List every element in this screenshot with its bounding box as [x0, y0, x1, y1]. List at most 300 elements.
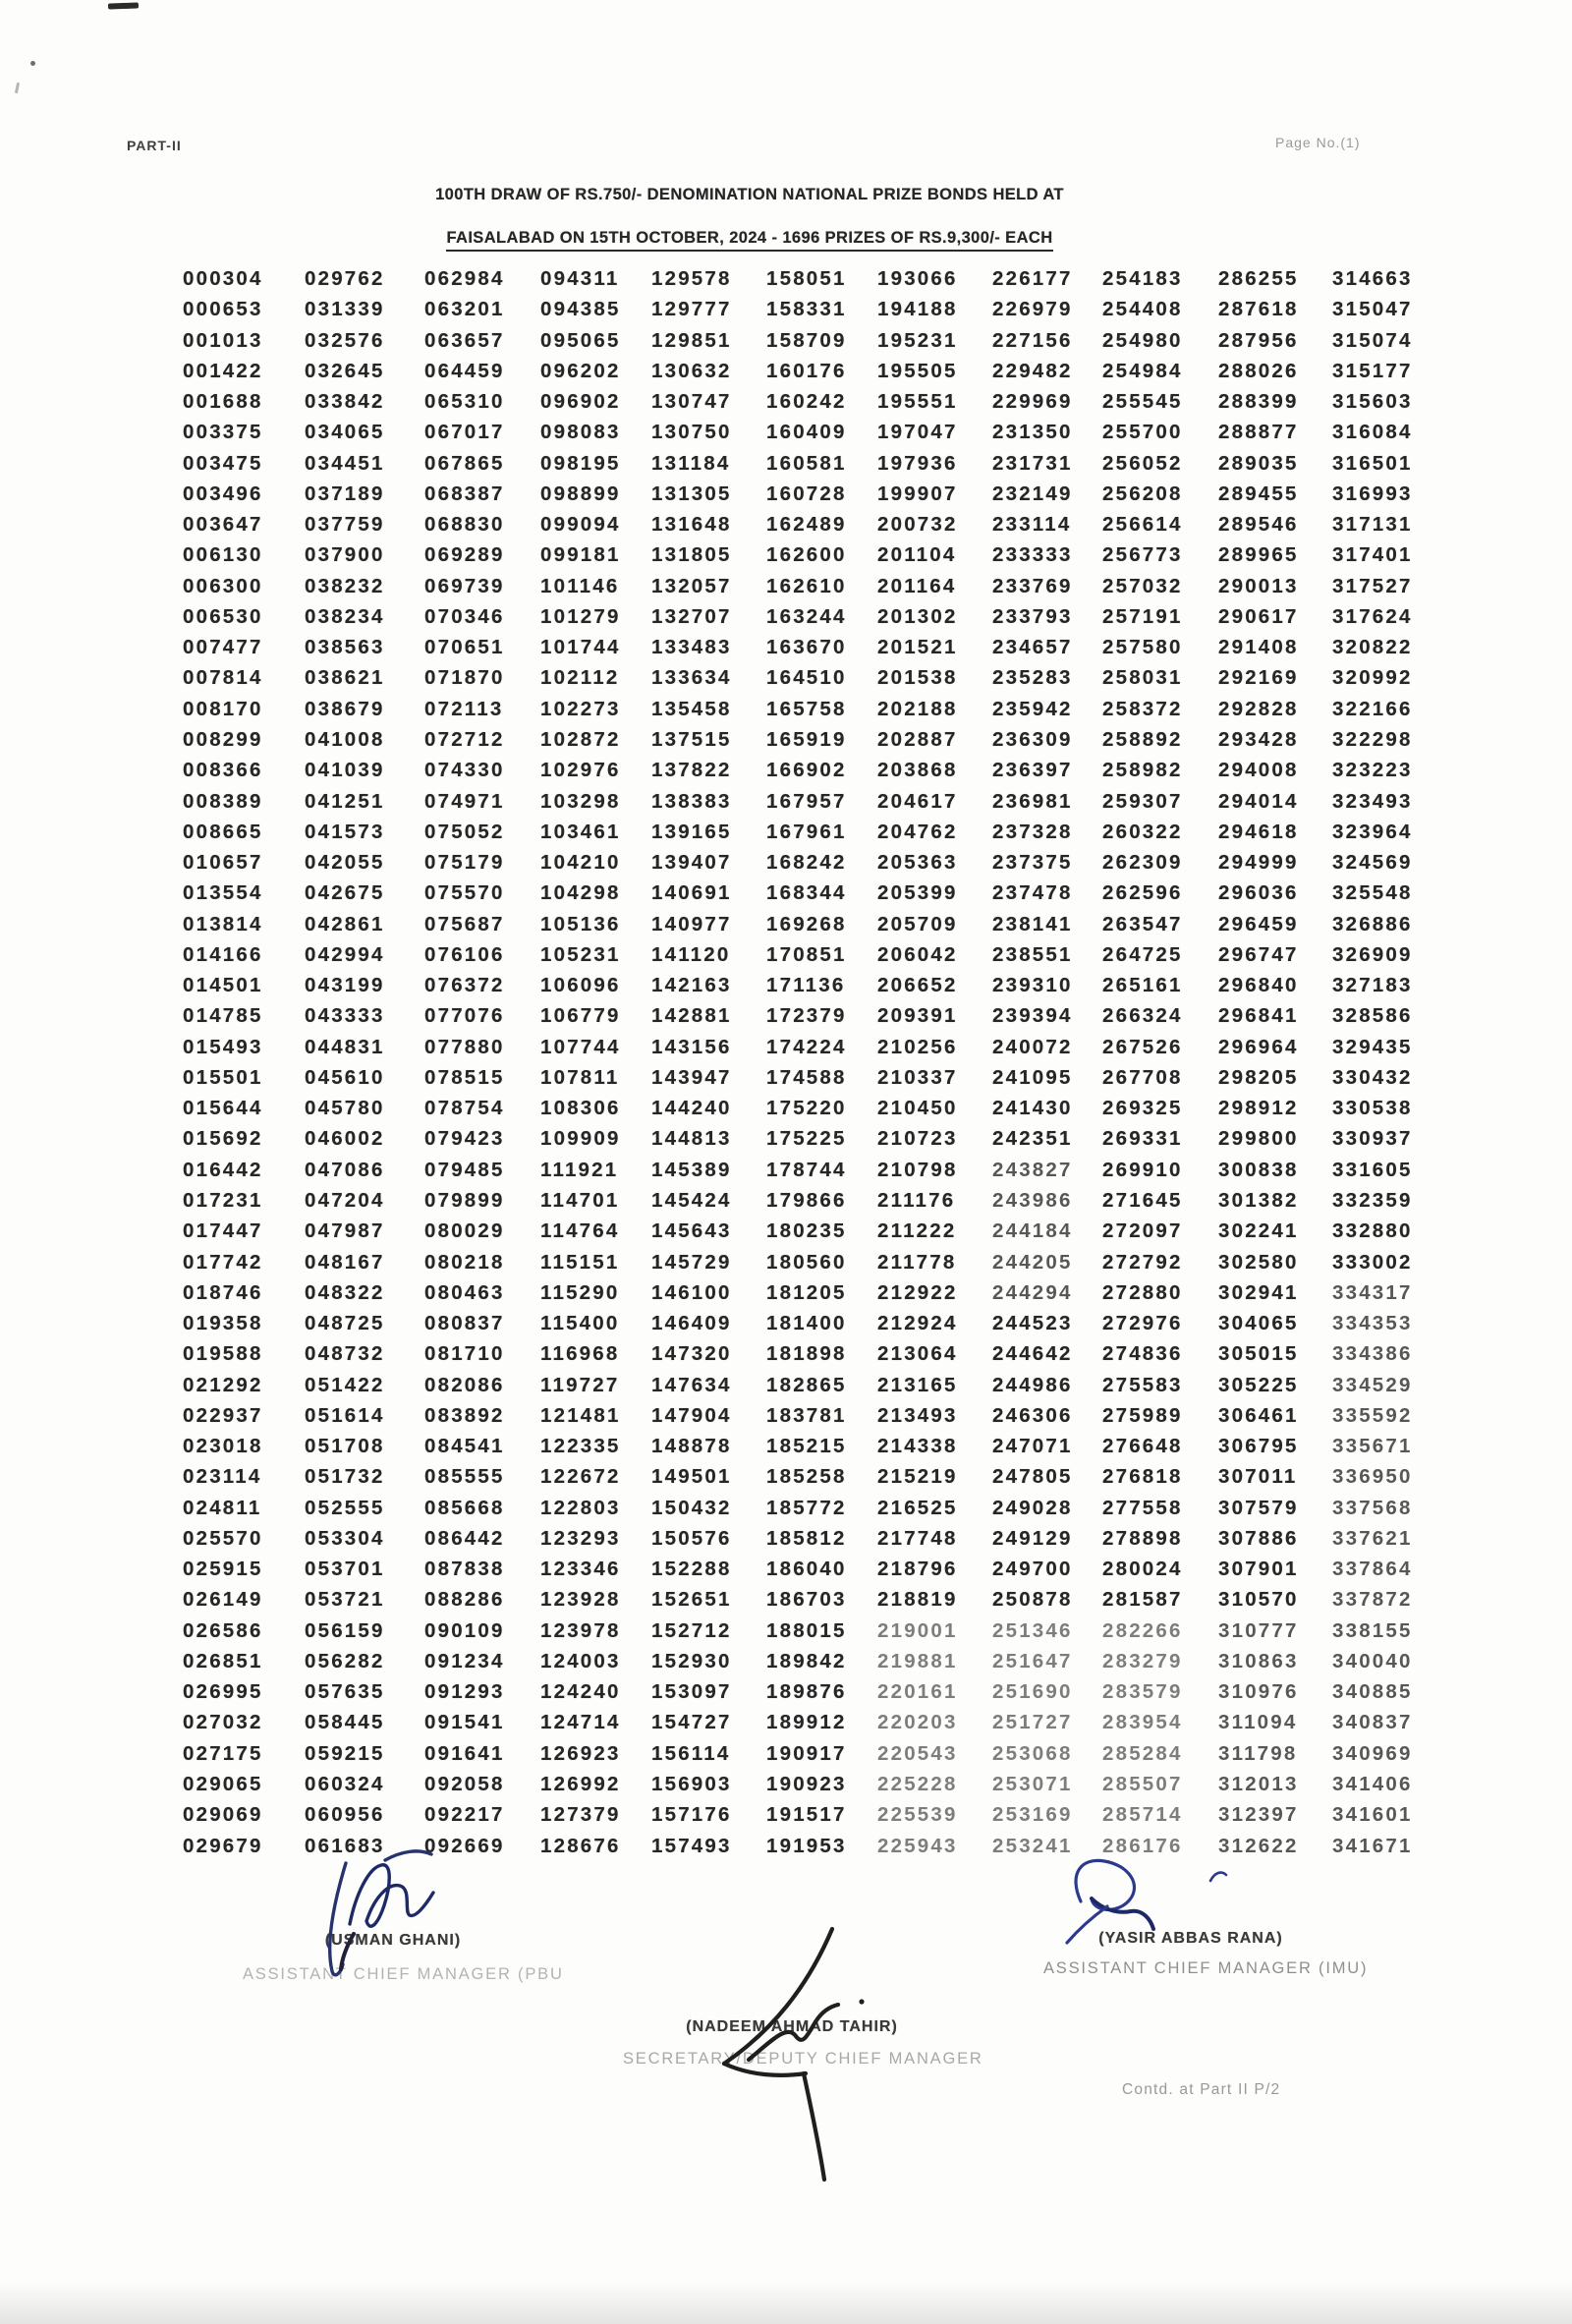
prize-bond-number: 335592	[1332, 1403, 1413, 1427]
prize-bond-number: 047204	[305, 1188, 385, 1212]
prize-bond-number: 323223	[1332, 759, 1413, 782]
prize-bond-number: 003375	[183, 421, 263, 444]
prize-bond-number: 239394	[992, 1004, 1073, 1028]
prize-bond-number: 027032	[183, 1711, 263, 1734]
prize-bond-number: 114764	[540, 1219, 620, 1243]
prize-bond-number: 021292	[183, 1373, 263, 1396]
prize-bond-number: 130632	[651, 359, 732, 382]
prize-bond-number: 337864	[1332, 1558, 1413, 1581]
prize-bond-number: 013814	[183, 912, 263, 935]
prize-bond-number: 152712	[651, 1618, 732, 1642]
prize-bond-number: 174224	[766, 1035, 847, 1058]
prize-bond-number: 051614	[305, 1403, 385, 1427]
signatory-title-yasir-abbas-rana: ASSISTANT CHIEF MANAGER (IMU)	[1043, 1959, 1369, 1977]
prize-bond-number: 247805	[992, 1465, 1073, 1489]
prize-bond-number: 076106	[424, 942, 505, 966]
prize-bond-number: 316993	[1332, 482, 1413, 505]
prize-bond-number: 235283	[992, 666, 1073, 690]
prize-bond-number: 180560	[766, 1250, 847, 1274]
prize-bond-number: 213064	[877, 1342, 958, 1366]
prize-bond-number: 123293	[540, 1526, 621, 1550]
prize-bond-number: 003647	[183, 513, 263, 537]
prize-bond-number: 211176	[877, 1188, 956, 1212]
prize-bond-number: 267708	[1102, 1065, 1183, 1089]
prize-bond-number: 203868	[877, 759, 958, 782]
prize-bond-number: 300838	[1218, 1158, 1299, 1181]
prize-bond-number: 330432	[1332, 1065, 1413, 1089]
prize-bond-number: 254408	[1102, 298, 1183, 321]
prize-bond-number: 126923	[540, 1741, 621, 1765]
prize-bond-number: 242351	[992, 1127, 1073, 1151]
prize-bond-number: 337568	[1332, 1496, 1413, 1519]
prize-bond-number: 229482	[992, 359, 1073, 382]
prize-bond-number: 258372	[1102, 697, 1183, 720]
prize-bond-number: 260322	[1102, 820, 1183, 843]
prize-bond-number: 168344	[766, 881, 847, 905]
prize-bond-number: 205363	[877, 851, 958, 875]
prize-bond-number: 078754	[424, 1097, 505, 1120]
prize-bond-number: 244642	[992, 1342, 1073, 1366]
prize-bond-number: 272792	[1102, 1250, 1183, 1274]
prize-bond-number: 019358	[183, 1312, 263, 1335]
prize-bond-number: 275583	[1102, 1373, 1183, 1396]
prize-bond-number: 250878	[992, 1588, 1073, 1612]
prize-bond-number: 239310	[992, 974, 1073, 997]
prize-bond-number: 104210	[540, 851, 621, 875]
prize-bond-number: 310777	[1218, 1618, 1299, 1642]
prize-bond-number: 038563	[305, 636, 385, 659]
prize-bond-number: 317131	[1332, 513, 1413, 537]
prize-bond-number: 312013	[1218, 1773, 1299, 1796]
prize-bond-number: 269910	[1102, 1158, 1183, 1181]
prize-bond-number: 225943	[877, 1834, 958, 1857]
prize-bond-number: 189912	[766, 1711, 847, 1734]
prize-bond-number: 017742	[183, 1250, 263, 1274]
prize-bond-number: 272097	[1102, 1219, 1183, 1243]
prize-bond-number: 276818	[1102, 1465, 1183, 1489]
prize-bond-number: 007477	[183, 636, 263, 659]
prize-bond-number: 292828	[1218, 697, 1299, 720]
prize-bond-number: 276648	[1102, 1435, 1183, 1458]
prize-bond-number: 162610	[766, 574, 847, 597]
prize-bond-number: 197047	[877, 421, 958, 444]
prize-bond-number: 145729	[651, 1250, 732, 1274]
prize-bond-number: 130747	[651, 390, 732, 414]
prize-bond-number: 042861	[305, 912, 385, 935]
prize-bond-number: 249700	[992, 1558, 1073, 1581]
prize-bond-number: 243827	[992, 1158, 1073, 1181]
prize-bond-number: 129777	[651, 298, 732, 321]
prize-bond-number: 124003	[540, 1649, 621, 1672]
prize-bond-number: 032576	[305, 328, 385, 352]
prize-bond-number: 298912	[1218, 1097, 1299, 1120]
prize-bond-number: 219881	[877, 1649, 958, 1672]
prize-bond-number: 042055	[305, 851, 385, 875]
prize-bond-number: 102273	[540, 697, 621, 720]
prize-bond-number: 156114	[651, 1741, 731, 1765]
prize-bond-number: 205399	[877, 881, 958, 905]
prize-bond-number: 292169	[1218, 666, 1299, 690]
prize-bond-number: 233793	[992, 604, 1073, 628]
prize-bond-number: 341671	[1332, 1834, 1413, 1857]
prize-bond-number: 214338	[877, 1435, 958, 1458]
prize-bond-number: 101279	[540, 604, 621, 628]
prize-bond-number: 160242	[766, 390, 847, 414]
signature-usman-ghani	[330, 1851, 433, 1975]
prize-bond-number: 241095	[992, 1065, 1073, 1089]
prize-bond-number: 102112	[540, 666, 620, 690]
prize-bond-number: 181898	[766, 1342, 847, 1366]
prize-bond-number: 315177	[1332, 359, 1413, 382]
prize-bond-number: 202188	[877, 697, 958, 720]
prize-bond-number: 333002	[1332, 1250, 1413, 1274]
prize-bond-number: 289965	[1218, 543, 1299, 567]
prize-bond-number: 246306	[992, 1403, 1073, 1427]
prize-bond-number: 233114	[992, 513, 1072, 537]
prize-bond-number: 317624	[1332, 604, 1413, 628]
prize-bond-number: 081710	[424, 1342, 505, 1366]
prize-bond-number: 069289	[424, 543, 505, 567]
prize-bond-number: 332359	[1332, 1188, 1413, 1212]
prize-bond-number: 138383	[651, 789, 732, 813]
prize-bond-number: 212924	[877, 1312, 958, 1335]
prize-bond-number: 274836	[1102, 1342, 1183, 1366]
prize-bond-number: 210256	[877, 1035, 958, 1058]
prize-bond-number: 251690	[992, 1680, 1073, 1704]
prize-bond-number: 008389	[183, 789, 263, 813]
prize-bond-number: 091641	[424, 1741, 505, 1765]
prize-bond-number: 047987	[305, 1219, 385, 1243]
prize-bond-number: 003496	[183, 482, 263, 505]
prize-bond-number: 014501	[183, 974, 263, 997]
prize-bond-number: 255700	[1102, 421, 1183, 444]
prize-bond-number: 310863	[1218, 1649, 1299, 1672]
prize-bond-number: 152930	[651, 1649, 732, 1672]
prize-bond-number: 096202	[540, 359, 621, 382]
prize-bond-number: 238141	[992, 912, 1073, 935]
prize-bond-number: 165919	[766, 727, 847, 751]
prize-bond-number: 307886	[1218, 1526, 1299, 1550]
prize-bond-number: 288399	[1218, 390, 1299, 414]
prize-bond-number: 129851	[651, 328, 732, 352]
prize-bond-number: 190923	[766, 1773, 847, 1796]
prize-bond-number: 327183	[1332, 974, 1413, 997]
prize-bond-number: 109909	[540, 1127, 621, 1151]
document-title	[0, 182, 1536, 252]
prize-bond-number: 069739	[424, 574, 505, 597]
prize-bond-number: 023114	[183, 1465, 262, 1489]
prize-bond-number: 249129	[992, 1526, 1073, 1550]
prize-bond-number: 045780	[305, 1097, 385, 1120]
prize-bond-number: 299800	[1218, 1127, 1299, 1151]
prize-bond-number: 079485	[424, 1158, 505, 1181]
prize-bond-number: 018746	[183, 1280, 263, 1304]
prize-bond-number: 335671	[1332, 1435, 1413, 1458]
prize-bond-number: 169268	[766, 912, 847, 935]
prize-bond-number: 272880	[1102, 1280, 1183, 1304]
prize-bond-number: 092058	[424, 1773, 505, 1796]
prize-bond-number: 104298	[540, 881, 621, 905]
prize-bond-number: 152651	[651, 1588, 732, 1612]
prize-bond-number: 197936	[877, 451, 958, 475]
prize-bond-number: 172379	[766, 1004, 847, 1028]
prize-bond-number: 340040	[1332, 1649, 1413, 1672]
prize-bond-number: 016442	[183, 1158, 263, 1181]
prize-bond-number: 085668	[424, 1496, 505, 1519]
prize-bond-number: 317401	[1332, 543, 1413, 567]
prize-bond-number: 253169	[992, 1803, 1073, 1827]
prize-bond-number: 191517	[766, 1803, 847, 1827]
prize-bond-number: 218819	[877, 1588, 958, 1612]
prize-bond-number: 289546	[1218, 513, 1299, 537]
prize-bond-number: 219001	[877, 1618, 958, 1642]
prize-bond-number: 133483	[651, 636, 732, 659]
prize-bond-number: 186703	[766, 1588, 847, 1612]
prize-bond-number: 277558	[1102, 1496, 1183, 1519]
prize-bond-number: 127379	[540, 1803, 621, 1827]
prize-bond-number: 026586	[183, 1618, 263, 1642]
prize-bond-number: 280024	[1102, 1558, 1183, 1581]
prize-bond-number: 256773	[1102, 543, 1183, 567]
prize-bond-number: 163670	[766, 636, 847, 659]
prize-bond-number: 079899	[424, 1188, 505, 1212]
prize-bond-number: 164510	[766, 666, 847, 690]
prize-bond-number: 024811	[183, 1496, 262, 1519]
prize-bond-number: 051708	[305, 1435, 385, 1458]
prize-bond-number: 071870	[424, 666, 505, 690]
prize-bond-number: 340837	[1332, 1711, 1413, 1734]
prize-bond-number: 302941	[1218, 1280, 1299, 1304]
prize-bond-number: 331605	[1332, 1158, 1413, 1181]
prize-bond-number: 285714	[1102, 1803, 1183, 1827]
prize-bond-number: 075687	[424, 912, 505, 935]
prize-bond-number: 044831	[305, 1035, 385, 1058]
prize-bond-number: 045610	[305, 1065, 385, 1089]
prize-bond-number: 000304	[183, 267, 263, 290]
prize-bond-number: 122672	[540, 1465, 621, 1489]
prize-bond-number: 269325	[1102, 1097, 1183, 1120]
prize-bond-number: 029762	[305, 267, 385, 290]
prize-bond-number: 077076	[424, 1004, 505, 1028]
prize-bond-number: 311094	[1218, 1711, 1298, 1734]
prize-bond-number: 056159	[305, 1618, 385, 1642]
prize-bond-number: 287618	[1218, 298, 1299, 321]
prize-bond-number: 259307	[1102, 789, 1183, 813]
prize-bond-number: 153097	[651, 1680, 732, 1704]
prize-bond-number: 216525	[877, 1496, 958, 1519]
prize-bond-number: 334353	[1332, 1312, 1413, 1335]
prize-bond-number: 244294	[992, 1280, 1073, 1304]
prize-bond-number: 157493	[651, 1834, 732, 1857]
prize-bond-number: 008665	[183, 820, 263, 843]
prize-bond-number: 337872	[1332, 1588, 1413, 1612]
prize-bond-number: 017447	[183, 1219, 263, 1243]
prize-bond-number: 037900	[305, 543, 385, 567]
prize-bond-number: 200732	[877, 513, 958, 537]
prize-bond-number: 175220	[766, 1097, 847, 1120]
prize-bond-number: 091293	[424, 1680, 505, 1704]
prize-bond-number: 211778	[877, 1250, 957, 1274]
prize-bond-number: 001422	[183, 359, 263, 382]
prize-bond-number: 145424	[651, 1188, 732, 1212]
prize-bond-number: 074971	[424, 789, 505, 813]
prize-bond-number: 289035	[1218, 451, 1299, 475]
prize-bond-number: 225539	[877, 1803, 958, 1827]
prize-bond-number: 029065	[183, 1773, 263, 1796]
prize-bond-number: 231350	[992, 421, 1073, 444]
prize-bond-number: 108306	[540, 1097, 621, 1120]
prize-bond-number: 122803	[540, 1496, 621, 1519]
prize-bond-number: 290617	[1218, 604, 1299, 628]
prize-bond-number: 070346	[424, 604, 505, 628]
prize-bond-number: 258031	[1102, 666, 1183, 690]
prize-bond-number: 150432	[651, 1496, 732, 1519]
prize-bond-number: 181205	[766, 1280, 847, 1304]
prize-bond-number: 075052	[424, 820, 505, 843]
prize-bond-number: 251727	[992, 1711, 1073, 1734]
prize-bond-number: 181400	[766, 1312, 847, 1335]
prize-bond-number: 115400	[540, 1312, 620, 1335]
prize-bond-number: 086442	[424, 1526, 505, 1550]
prize-bond-number: 075179	[424, 851, 505, 875]
prize-bond-number: 312397	[1218, 1803, 1299, 1827]
prize-bond-number: 092669	[424, 1834, 505, 1857]
prize-bond-number: 015644	[183, 1097, 263, 1120]
prize-bond-number: 329435	[1332, 1035, 1413, 1058]
prize-bond-number: 307901	[1218, 1558, 1299, 1581]
prize-bond-number: 254984	[1102, 359, 1183, 382]
prize-bond-number: 194188	[877, 298, 958, 321]
prize-bond-number: 106779	[540, 1004, 621, 1028]
prize-bond-number: 010657	[183, 851, 263, 875]
prize-bond-number: 006300	[183, 574, 263, 597]
prize-bond-number: 140691	[651, 881, 732, 905]
prize-bond-number: 042675	[305, 881, 385, 905]
prize-bond-number: 210798	[877, 1158, 958, 1181]
prize-bond-number: 099094	[540, 513, 621, 537]
prize-bond-number: 013554	[183, 881, 263, 905]
prize-bond-number: 240072	[992, 1035, 1073, 1058]
prize-bond-number: 265161	[1102, 974, 1183, 997]
prize-bond-number: 085555	[424, 1465, 505, 1489]
prize-bond-number: 107744	[540, 1035, 621, 1058]
prize-bond-number: 026851	[183, 1649, 263, 1672]
prize-bond-number: 065310	[424, 390, 505, 414]
prize-bond-number: 213165	[877, 1373, 958, 1396]
prize-bond-number: 060324	[305, 1773, 385, 1796]
prize-bond-number: 170851	[766, 942, 847, 966]
prize-bond-number: 038234	[305, 604, 385, 628]
prize-bond-number: 098195	[540, 451, 621, 475]
prize-bond-number: 247071	[992, 1435, 1073, 1458]
prize-bond-number: 255545	[1102, 390, 1183, 414]
prize-bond-number: 315603	[1332, 390, 1413, 414]
prize-bond-number: 341406	[1332, 1773, 1413, 1796]
prize-bond-number: 263547	[1102, 912, 1183, 935]
prize-bond-number: 320992	[1332, 666, 1413, 690]
title-line-1: 100TH DRAW OF RS.750/- DENOMINATION NATIONAL PRIZE BONDS HELD AT	[435, 186, 1064, 203]
prize-bond-number: 234657	[992, 636, 1073, 659]
prize-bond-number: 027175	[183, 1741, 263, 1765]
title-line-2: FAISALABAD ON 15TH OCTOBER, 2024 - 1696 PRIZES OF RS.9,300/- EACH	[446, 229, 1052, 252]
prize-bond-number: 139407	[651, 851, 732, 875]
prize-bond-number: 124714	[540, 1711, 621, 1734]
prize-bond-number: 062984	[424, 267, 505, 290]
prize-bond-number: 008170	[183, 697, 263, 720]
prize-bond-number: 063657	[424, 328, 505, 352]
prize-bond-number: 289455	[1218, 482, 1299, 505]
prize-bond-number: 158051	[766, 267, 847, 290]
prize-bond-number: 034451	[305, 451, 385, 475]
prize-bond-number: 215219	[877, 1465, 958, 1489]
prize-bond-number: 090109	[424, 1618, 505, 1642]
prize-bond-number: 008366	[183, 759, 263, 782]
prize-bond-number: 257032	[1102, 574, 1183, 597]
prize-bond-number: 306461	[1218, 1403, 1299, 1427]
prize-bond-number: 253068	[992, 1741, 1073, 1765]
part-label: PART-II	[127, 138, 182, 153]
prize-bond-number: 143947	[651, 1065, 732, 1089]
prize-bond-number: 043333	[305, 1004, 385, 1028]
prize-bond-number: 254183	[1102, 267, 1183, 290]
prize-bond-number: 278898	[1102, 1526, 1183, 1550]
prize-bond-number: 251346	[992, 1618, 1073, 1642]
prize-bond-number: 241430	[992, 1097, 1073, 1120]
prize-bond-number: 286176	[1102, 1834, 1183, 1857]
prize-bond-number: 294618	[1218, 820, 1299, 843]
prize-bond-number: 258892	[1102, 727, 1183, 751]
prize-bond-number: 096902	[540, 390, 621, 414]
prize-bond-number: 131305	[651, 482, 732, 505]
prize-bond-number: 132707	[651, 604, 732, 628]
prize-bond-number: 296036	[1218, 881, 1299, 905]
prize-bond-number: 235942	[992, 697, 1073, 720]
prize-bond-number: 131184	[651, 451, 731, 475]
prize-bond-number: 068387	[424, 482, 505, 505]
prize-bond-number: 293428	[1218, 727, 1299, 751]
prize-bond-number: 322298	[1332, 727, 1413, 751]
prize-bond-number: 123978	[540, 1618, 621, 1642]
prize-bond-number: 041251	[305, 789, 385, 813]
prize-bond-number: 147634	[651, 1373, 732, 1396]
prize-bond-number: 267526	[1102, 1035, 1183, 1058]
prize-bond-number: 156903	[651, 1773, 732, 1796]
prize-bond-number: 041039	[305, 759, 385, 782]
prize-bond-number: 107811	[540, 1065, 620, 1089]
prize-bond-number: 043199	[305, 974, 385, 997]
prize-bond-number: 041573	[305, 820, 385, 843]
prize-bond-number: 130750	[651, 421, 732, 444]
prize-bond-number: 116968	[540, 1342, 620, 1366]
prize-bond-number: 154727	[651, 1711, 732, 1734]
prize-bond-number: 226177	[992, 267, 1073, 290]
prize-bond-number: 080837	[424, 1312, 505, 1335]
prize-bond-number: 201104	[877, 543, 957, 567]
prize-bond-number: 033842	[305, 390, 385, 414]
prize-bond-number: 195505	[877, 359, 958, 382]
prize-bond-number: 140977	[651, 912, 732, 935]
prize-bond-number: 317527	[1332, 574, 1413, 597]
prize-bond-number: 162489	[766, 513, 847, 537]
prize-bond-number: 114701	[540, 1188, 620, 1212]
prize-bond-number: 220161	[877, 1680, 958, 1704]
prize-bond-number: 337621	[1332, 1526, 1413, 1550]
prize-bond-number: 257191	[1102, 604, 1183, 628]
prize-bond-number: 338155	[1332, 1618, 1413, 1642]
prize-bond-number: 168242	[766, 851, 847, 875]
prize-bond-number: 190917	[766, 1741, 847, 1765]
prize-bond-number: 105231	[540, 942, 621, 966]
